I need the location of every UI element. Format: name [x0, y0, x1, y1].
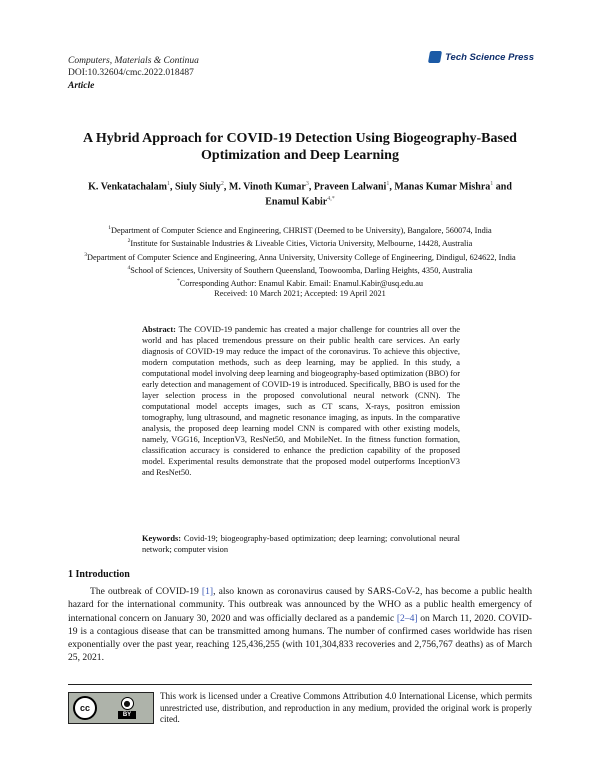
author-name: K. Venkatachalam	[88, 181, 168, 193]
affiliation-mark: 2	[127, 238, 131, 245]
license-text: This work is licensed under a Creative Commons Attribution 4.0 International License, which permits unrestricted use, distribution, and reproduction in any medium, provided the original work is properly cited.	[160, 691, 532, 724]
title-line-1: A Hybrid Approach for COVID-19 Detection Using Biogeography-Based	[83, 131, 517, 146]
paper-title	[60, 130, 540, 164]
author-separator: ,	[389, 181, 395, 193]
affiliation-line	[80, 250, 520, 263]
author-affiliation-mark: 4,*	[327, 196, 335, 203]
publisher-logo	[429, 51, 534, 63]
affiliation-line	[80, 263, 520, 276]
affiliation-mark: 4	[127, 264, 131, 271]
doi: DOI:10.32604/cmc.2022.018487	[68, 68, 194, 78]
author-name: Manas Kumar Mishra	[394, 181, 491, 193]
keywords-text: Covid-19; biogeography-based optimization; deep learning; convolutional neural network; computer vision	[142, 534, 461, 554]
citation-link-2[interactable]: [2–4]	[396, 612, 418, 624]
by-icon-area	[101, 693, 153, 723]
affiliation-text: School of Sciences, University of Southern Queensland, Toowoomba, Darling Heights, 4350, Australia	[130, 265, 473, 275]
author-separator: ,	[223, 181, 229, 193]
introduction-paragraph	[68, 585, 532, 665]
author-affiliation-mark: 3	[305, 181, 309, 187]
tech-science-press-logo-icon	[428, 51, 442, 63]
title-line-2: Optimization and Deep Learning	[201, 148, 399, 163]
article-type: Article	[68, 81, 95, 91]
affiliation-line	[80, 236, 520, 249]
affiliation-line	[80, 289, 520, 300]
citation-link-1[interactable]: [1]	[201, 586, 214, 597]
author-name: M. Vinoth Kumar	[228, 181, 306, 193]
section-heading-introduction: 1 Introduction	[68, 569, 130, 580]
author-name: Enamul Kabir	[265, 196, 328, 208]
footer-divider	[68, 684, 532, 685]
author-separator: ,	[308, 181, 314, 193]
keywords	[142, 533, 460, 555]
abstract-label: Abstract:	[142, 325, 176, 334]
affiliation-text: Corresponding Author: Enamul Kabir. Email: Enamul.Kabir@usq.edu.au	[179, 278, 424, 288]
affiliation-text: Department of Computer Science and Engineering, CHRIST (Deemed to be University), Bangalore, 560074, India	[111, 225, 492, 235]
cc-icon: cc	[73, 696, 97, 720]
author-name: Siuly Siuly	[175, 181, 221, 193]
affiliation-text: Department of Computer Science and Engineering, Anna University, University College of Engineering, Dindigul, 624622, India	[87, 252, 516, 262]
author-affiliation-mark: 2	[220, 181, 224, 187]
cc-icon-area	[69, 693, 101, 723]
affiliation-mark: 1	[108, 225, 112, 231]
author-affiliation-mark: 1	[386, 181, 390, 187]
affiliation-list	[80, 223, 520, 300]
affiliation-line	[80, 223, 520, 236]
author-list	[70, 178, 530, 209]
abstract	[142, 324, 460, 478]
author-affiliation-mark: 1	[490, 181, 494, 187]
affiliation-mark: *	[176, 278, 180, 285]
affiliation-line	[80, 276, 520, 289]
author-affiliation-mark: 1	[167, 181, 171, 187]
author-name: Praveen Lalwani	[313, 181, 387, 193]
intro-text-3: on March 11, 2020. COVID-19 is a contagious disease that can be transmitted among humans. The number of confirmed cases worldwide has risen exponentially over the past year, reaching 125,436,255 (with 101,304,833 recoveries and 2,756,767 deaths) as of March 25, 2021.	[68, 612, 532, 664]
affiliation-text: Institute for Sustainable Industries & Liveable Cities, Victoria University, Melbourne, 14428, Australia	[130, 239, 473, 249]
cc-by-license-icon[interactable]	[68, 692, 154, 724]
journal-name: Computers, Materials & Continua	[68, 56, 199, 66]
person-icon: ●	[121, 697, 134, 710]
publisher-name: Tech Science Press	[445, 51, 534, 63]
by-label: BY	[118, 711, 136, 719]
intro-text-1: The outbreak of COVID-19	[90, 586, 202, 597]
author-separator: and	[493, 181, 512, 193]
abstract-text: The COVID-19 pandemic has created a major challenge for countries all over the world and has placed tremendous pressure on their public health care services. An early diagnosis of COVID-19 may reduce the impact of the coronavirus. To achieve this objective, modern computation methods, such as deep learning, may be applied. In this study, a computational model involving deep learning and biogeography-based optimization (BBO) for early detection and management of COVID-19 is introduced. Specifically, BBO is used for the layer selection process in the proposed convolutional neural network (CNN). The computational model accepts images, such as CT scans, X-rays, positron emission tomography, lung ultrasound, and magnetic resonance imaging, as inputs. In the comparative analysis, the proposed deep learning model CNN is compared with other existing models, namely, VGG16, InceptionV3, ResNet50, and MobileNet. In the fitness function formation, classification accuracy is considered to enhance the prediction capability of the proposed model. Experimental results demonstrate that the proposed model outperforms InceptionV3 and ResNet50.	[142, 325, 460, 477]
keywords-label: Keywords:	[142, 534, 182, 543]
intro-text-2: , also known as coronavirus caused by SARS-CoV-2, has become a public health hazard for the international community. This outbreak was announced by the WHO as a public health emergency of international concern on January 30, 2020 and was officially declared as a pandemic	[68, 586, 532, 624]
affiliation-mark: 3	[84, 251, 87, 258]
affiliation-text: Received: 10 March 2021; Accepted: 19 April 2021	[214, 289, 386, 299]
author-separator: ,	[170, 181, 176, 193]
